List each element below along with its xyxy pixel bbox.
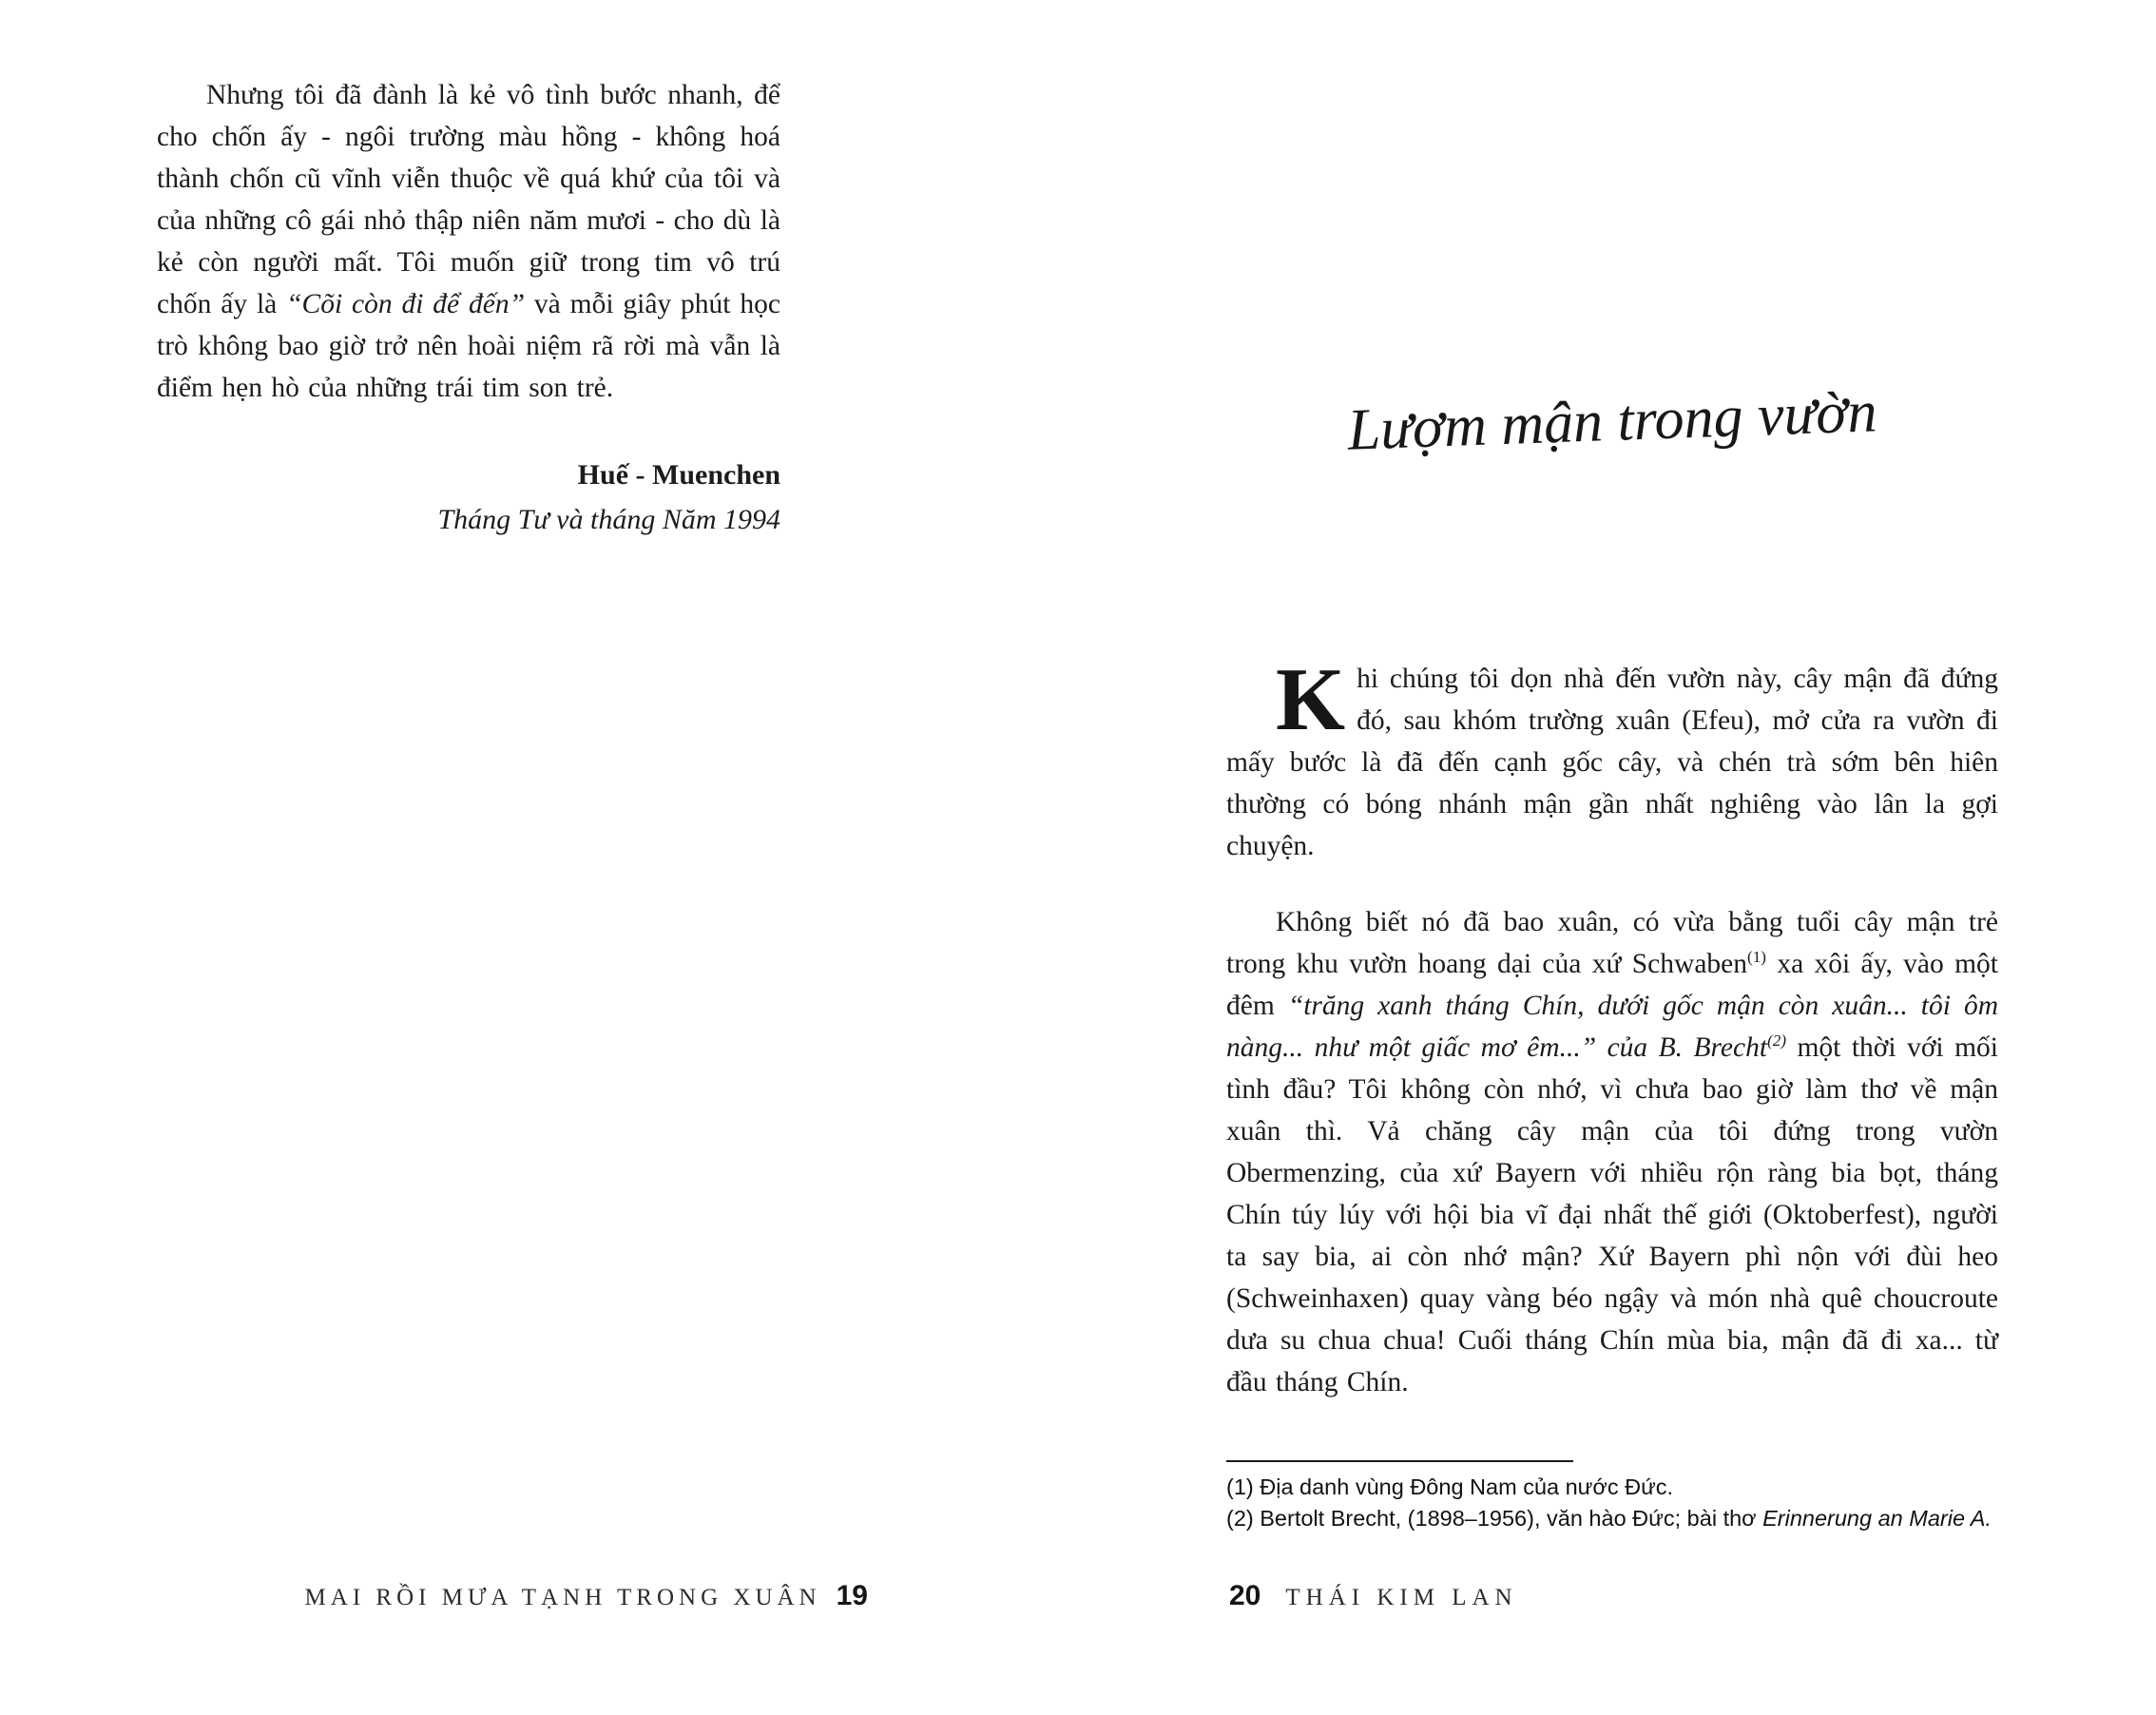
footnote-2-work-title: Erinnerung an Marie A.: [1762, 1506, 1992, 1531]
footnote-2-text: (2) Bertolt Brecht, (1898–1956), văn hào Đức; bài thơ: [1226, 1506, 1763, 1531]
right-page-number: 20: [1229, 1580, 1261, 1611]
signature-date: Tháng Tư và tháng Năm 1994: [437, 504, 780, 535]
left-page-footer: [157, 1580, 868, 1612]
paragraph2-seg2: xa xôi ấy, vào một đêm: [1226, 949, 1998, 1021]
right-page-paragraph-2: [1226, 901, 1998, 1403]
left-page-number: 19: [836, 1580, 868, 1611]
paragraph1-text: hi chúng tôi dọn nhà đến vườn này, cây mận đã đứng đó, sau khóm trường xuân (Efeu), mở cửa ra vườn đi mấy bước là đã đến cạnh gốc cây, và chén trà sớm bên hiên thường có bóng nhánh mận gần nhất nghiêng vào lân la gợi chuyện.: [1226, 664, 1998, 861]
left-page-paragraph: [157, 74, 780, 409]
chapter-title: Lượm mận trong vườn: [1346, 379, 1878, 463]
paragraph-text-before-quote: Nhưng tôi đã đành là kẻ vô tình bước nhanh, để cho chốn ấy - ngôi trường màu hồng - không hoá thành chốn cũ vĩnh viễn thuộc về quá khứ của tôi và của những cô gái nhỏ thập niên năm mươi - cho dù là kẻ còn người mất. Tôi muốn giữ trong tim vô trú chốn ấy là: [157, 80, 780, 319]
running-book-title: MAI RỒI MƯA TẠNH TRONG XUÂN: [304, 1585, 821, 1610]
inline-quote: “Cõi còn đi để đến”: [286, 289, 526, 319]
paragraph-text-after-quote: và mỗi giây phút học trò không bao giờ trở nên hoài niệm rã rời mà vẫn là điểm hẹn hò của những trái tim son trẻ.: [157, 289, 780, 403]
drop-cap: K: [1276, 650, 1346, 749]
footnote-1: (1) Địa danh vùng Đông Nam của nước Đức.: [1226, 1474, 1674, 1499]
footnote-ref-1: (1): [1747, 948, 1766, 967]
signature-block: [157, 453, 780, 542]
paragraph2-seg1: Không biết nó đã bao xuân, có vừa bằng tuổi cây mận trẻ trong khu vườn hoang dại của xứ Schwaben: [1226, 907, 1998, 979]
inline-quote-brecht: “trăng xanh tháng Chín, dưới gốc mận còn xuân... tôi ôm nàng... như một giấc mơ êm...” của B. Brecht: [1226, 991, 1998, 1063]
footnotes-block: [1226, 1460, 1998, 1534]
right-page-paragraph-1: [1226, 650, 1998, 867]
signature-place: Huế - Muenchen: [577, 459, 780, 491]
footnote-ref-2: (2): [1767, 1031, 1787, 1050]
right-page-footer: [1229, 1580, 1518, 1612]
footnote-2: [1226, 1503, 1998, 1534]
footnote-rule: [1226, 1460, 1573, 1462]
paragraph2-seg3: một thời với mối tình đầu? Tôi không còn nhớ, vì chưa bao giờ làm thơ về mận xuân thì. Vả chăng cây mận của tôi đứng trong vườn Obermenzing, của xứ Bayern với nhiều rộn ràng bia bọt, tháng Chín túy lúy với hội bia vĩ đại nhất thế giới (Oktoberfest), người ta say bia, ai còn nhớ mận? Xứ Bayern phì nộn với đùi heo (Schweinhaxen) quay vàng béo ngậy và món nhà quê choucroute dưa su chua chua! Cuối tháng Chín mùa bia, mận đã đi xa... từ đầu tháng Chín.: [1226, 1032, 1998, 1397]
running-author-name: THÁI KIM LAN: [1285, 1585, 1518, 1610]
